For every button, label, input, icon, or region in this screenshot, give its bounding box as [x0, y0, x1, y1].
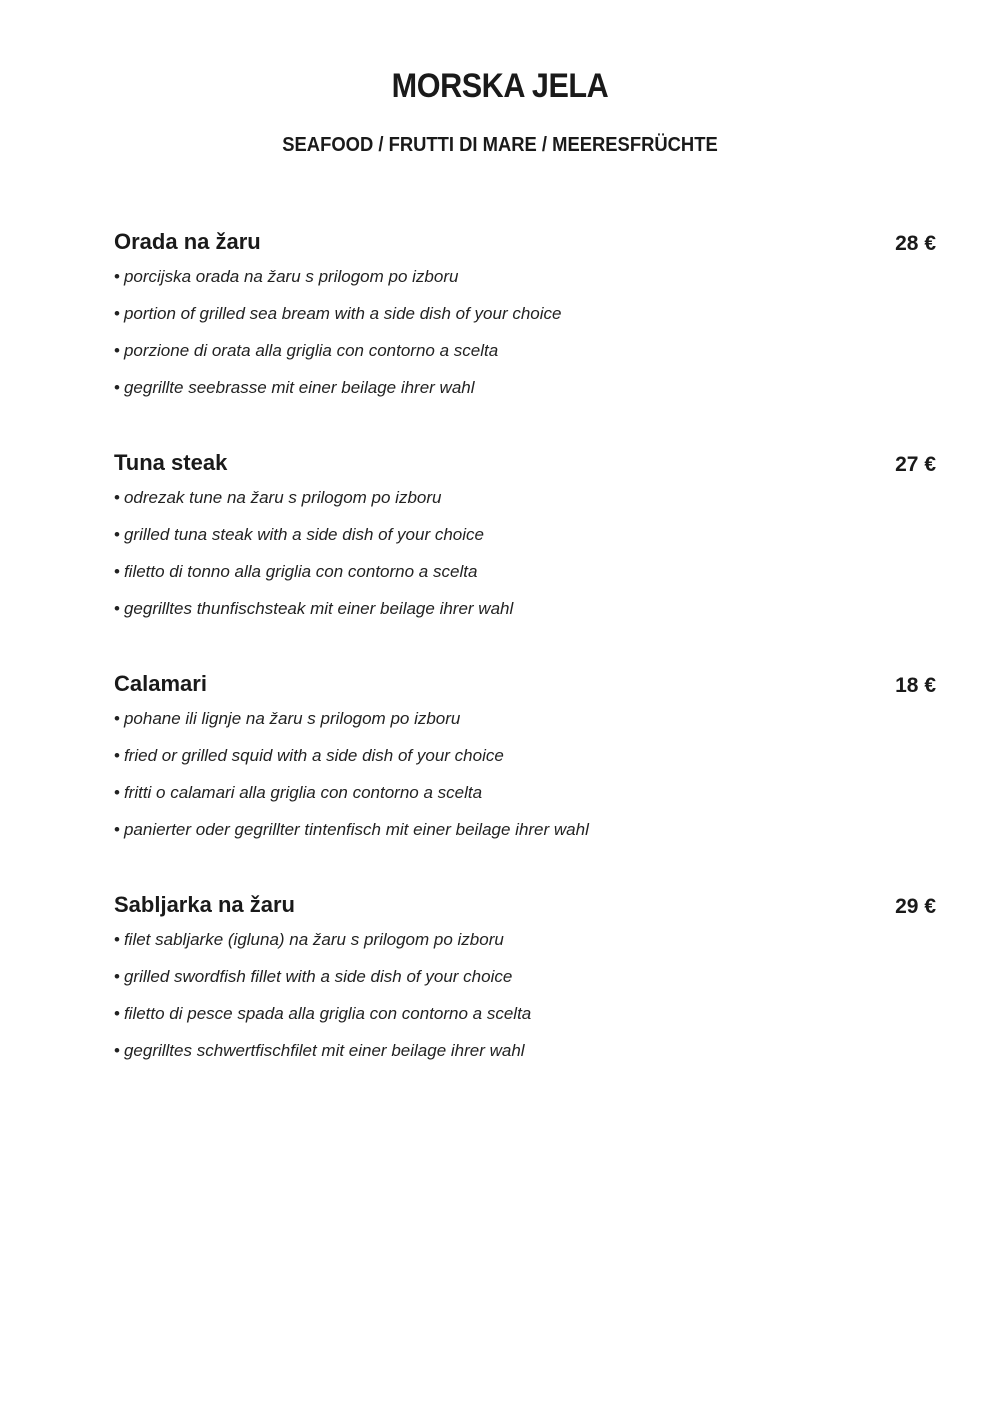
item-description-list	[114, 709, 589, 857]
item-description: • fried or grilled squid with a side dish of your choice	[114, 746, 504, 765]
item-price: 28 €	[895, 232, 936, 255]
item-description-list	[114, 488, 513, 636]
item-description: • porcijska orada na žaru s prilogom po izboru	[114, 267, 459, 286]
item-description: • gegrilltes thunfischsteak mit einer beilage ihrer wahl	[114, 599, 514, 618]
page-title: MORSKA JELA	[391, 67, 609, 105]
menu-item-calamari	[114, 671, 936, 839]
item-price: 29 €	[895, 895, 936, 918]
item-price: 27 €	[895, 453, 936, 476]
item-description: • grilled swordfish fillet with a side dish of your choice	[114, 967, 513, 986]
item-price: 18 €	[895, 674, 936, 697]
item-description: • gegrillte seebrasse mit einer beilage ihrer wahl	[114, 378, 475, 397]
item-name: Calamari	[114, 671, 207, 696]
item-name: Tuna steak	[114, 450, 228, 475]
item-description-list	[114, 267, 561, 415]
item-description: • gegrilltes schwertfischfilet mit einer beilage ihrer wahl	[114, 1041, 525, 1060]
item-description-list	[114, 930, 531, 1078]
page-subtitle: SEAFOOD / FRUTTI DI MARE / MEERESFRÜCHTE	[282, 134, 718, 156]
item-description: • odrezak tune na žaru s prilogom po izboru	[114, 488, 442, 507]
item-description: • filet sabljarke (igluna) na žaru s prilogom po izboru	[114, 930, 504, 949]
menu-item-sabljarka	[114, 892, 936, 1060]
item-description: • grilled tuna steak with a side dish of your choice	[114, 525, 484, 544]
item-name: Sabljarka na žaru	[114, 892, 295, 917]
item-description: • porzione di orata alla griglia con contorno a scelta	[114, 341, 499, 360]
item-description: • pohane ili lignje na žaru s prilogom po izboru	[114, 709, 461, 728]
item-description: • filetto di pesce spada alla griglia con contorno a scelta	[114, 1004, 532, 1023]
menu-item-tuna-steak	[114, 450, 936, 618]
item-description: • filetto di tonno alla griglia con contorno a scelta	[114, 562, 478, 581]
item-name: Orada na žaru	[114, 229, 261, 254]
item-description: • portion of grilled sea bream with a side dish of your choice	[114, 304, 562, 323]
menu-item-orada	[114, 229, 936, 397]
item-description: • panierter oder gegrillter tintenfisch mit einer beilage ihrer wahl	[114, 820, 589, 839]
item-description: • fritti o calamari alla griglia con contorno a scelta	[114, 783, 483, 802]
